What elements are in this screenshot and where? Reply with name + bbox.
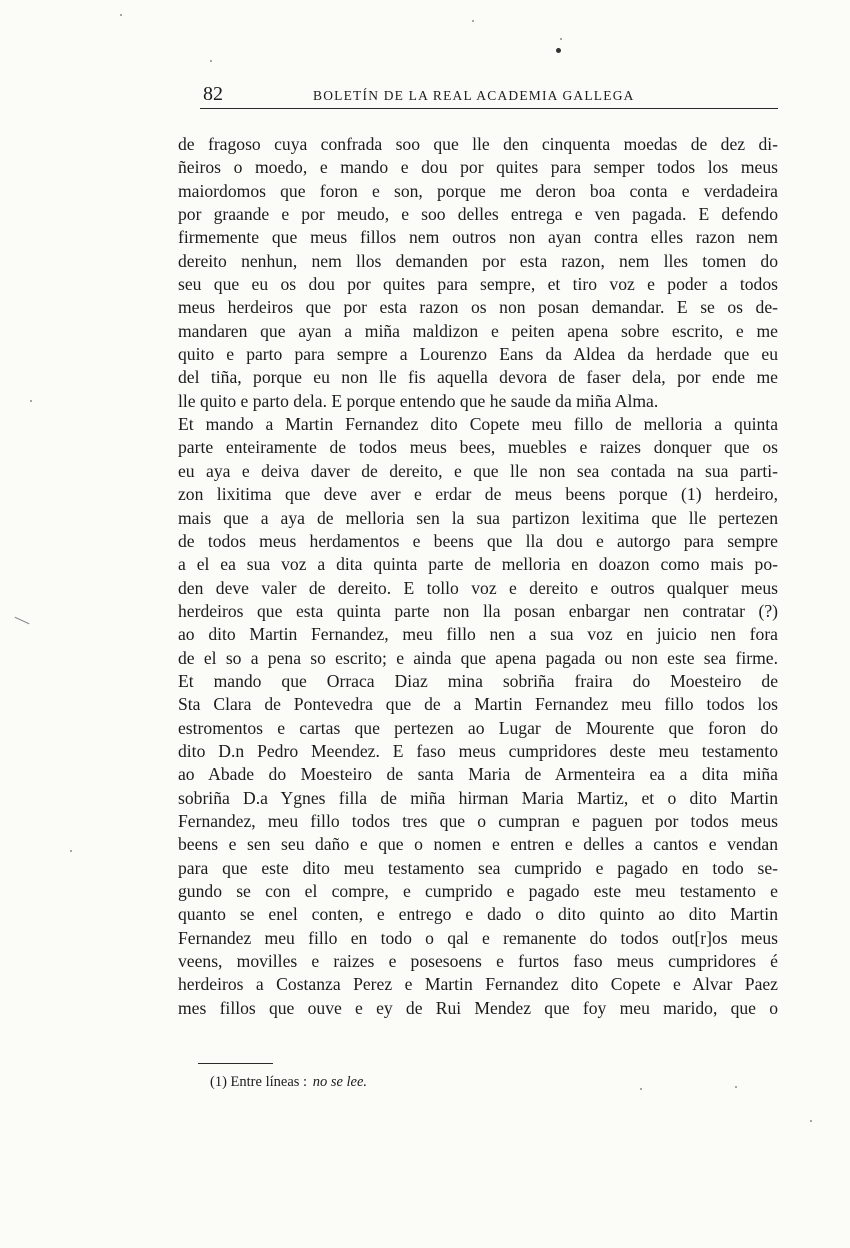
text-line: de el so a pena so escrito; e ainda que apena pagada ou non este sea firme. bbox=[178, 647, 778, 668]
text-line: eu aya e deiva daver de dereito, e que lle non sea contada na sua parti- bbox=[178, 460, 778, 481]
text-line: para que este dito meu testamento sea cumprido e pagado en todo se- bbox=[178, 857, 778, 878]
text-line: firmemente que meus fillos nem outros non ayan contra elles razon nem bbox=[178, 227, 778, 248]
text-line: por graande e por meudo, e soo delles entrega e ven pagada. E defendo bbox=[178, 204, 778, 225]
text-line: mes fillos que ouve e ey de Rui Mendez que foy meu marido, que o bbox=[178, 997, 778, 1018]
text-line: gundo se con el compre, e cumprido e pagado este meu testamento e bbox=[178, 881, 778, 901]
text-line: de fragoso cuya confrada soo que lle den cinquenta moedas de dez di- bbox=[178, 134, 778, 154]
text-line: dereito nenhun, nem llos demanden por esta razon, nem lles tomen do bbox=[178, 250, 778, 271]
text-line: Et mando a Martin Fernandez dito Copete meu fillo de melloria a quinta bbox=[178, 414, 778, 435]
scan-speck bbox=[640, 1088, 642, 1090]
text-line: sobriña D.a Ygnes filla de miña hirman Maria Martiz, et o dito Martin bbox=[178, 787, 778, 808]
running-header bbox=[200, 82, 778, 109]
scan-speck bbox=[210, 60, 212, 62]
text-line: ñeiros o moedo, e mando e dou por quites para semper todos los meus bbox=[178, 157, 778, 178]
scan-speck bbox=[735, 1086, 737, 1088]
text-line: ao dito Martin Fernandez, meu fillo nen a sua voz en juicio nen fora bbox=[178, 624, 778, 645]
text-line: lle quito e parto dela. E porque entendo que he saude da miña Alma. bbox=[178, 390, 659, 411]
text-line: ao Abade do Moesteiro de santa Maria de Armenteira ea a dita miña bbox=[178, 764, 778, 785]
scan-speck bbox=[120, 14, 122, 16]
text-line: parte enteiramente de todos meus bees, muebles e raizes donquer que os bbox=[178, 437, 778, 458]
text-line: seu que eu os dou por quites para sempre, et tiro voz e poder a todos bbox=[178, 274, 778, 295]
footnote bbox=[210, 1074, 367, 1091]
text-line: Fernandez meu fillo en todo o qal e remanente do todos out[r]os meus bbox=[178, 927, 778, 948]
text-line: Et mando que Orraca Diaz mina sobriña fraira do Moesteiro de bbox=[178, 670, 778, 691]
footnote-marker: (1) bbox=[210, 1074, 227, 1090]
text-line: a el ea sua voz a dita quinta parte de melloria en doazon como mais po- bbox=[178, 554, 778, 575]
text-line: del tiña, porque eu non lle fis aquella devora de faser dela, por ende me bbox=[178, 367, 778, 388]
scan-speck bbox=[30, 400, 32, 402]
scan-speck bbox=[70, 850, 72, 852]
text-line: Sta Clara de Pontevedra que de a Martin Fernandez meu fillo todos los bbox=[178, 694, 778, 715]
text-line: beens e sen seu daño e que o nomen e entren e delles a cantos e vendan bbox=[178, 834, 778, 855]
running-head-title: BOLETÍN DE LA REAL ACADEMIA GALLEGA bbox=[313, 88, 635, 103]
text-line: herdeiros a Costanza Perez e Martin Fernandez dito Copete e Alvar Paez bbox=[178, 974, 778, 995]
footnote-text: no se lee. bbox=[312, 1074, 368, 1090]
text-line: meus herdeiros que por esta razon os non posan demandar. E se os de- bbox=[178, 297, 778, 318]
body-text bbox=[178, 133, 778, 1020]
text-line: mandaren que ayan a miña maldizon e peiten apena sobre escrito, e me bbox=[178, 320, 778, 341]
text-line: Fernandez, meu fillo todos tres que o cumpran e paguen por todos meus bbox=[178, 810, 778, 831]
footnote-separator bbox=[198, 1063, 273, 1064]
scan-speck bbox=[472, 20, 474, 22]
text-line: quito e parto para sempre a Lourenzo Eans da Aldea da herdade que eu bbox=[178, 344, 778, 365]
text-line: maiordomos que foron e son, porque me deron boa conta e verdadeira bbox=[178, 180, 778, 201]
text-line: veens, movilles e raizes e posesoens e furtos faso meus cumpridores é bbox=[178, 951, 778, 972]
text-line: dito D.n Pedro Meendez. E faso meus cumpridores deste meu testamento bbox=[178, 740, 778, 761]
text-line: de todos meus herdamentos e beens que lla dou e autorgo para sempre bbox=[178, 530, 778, 551]
page-number: 82 bbox=[203, 83, 223, 105]
scan-speck bbox=[560, 38, 562, 40]
text-line: quanto se enel conten, e entrego e dado o dito quinto ao dito Martin bbox=[178, 904, 778, 925]
text-line: estromentos e cartas que pertezen ao Lugar de Mourente que foron do bbox=[178, 717, 778, 738]
text-line: herdeiros que esta quinta parte non lla posan enbargar nen contratar (?) bbox=[178, 600, 778, 621]
text-line: den deve valer de dereito. E tollo voz e dereito e outros qualquer meus bbox=[178, 577, 778, 598]
footnote-label: Entre líneas : bbox=[230, 1074, 308, 1090]
text-line: zon lixitima que deve aver e erdar de meus beens porque (1) herdeiro, bbox=[178, 484, 778, 505]
scan-speck bbox=[15, 617, 30, 625]
scan-speck bbox=[556, 48, 561, 53]
text-line: mais que a aya de melloria sen la sua partizon lexitima que lle pertezen bbox=[178, 507, 778, 528]
scan-speck bbox=[810, 1120, 812, 1122]
